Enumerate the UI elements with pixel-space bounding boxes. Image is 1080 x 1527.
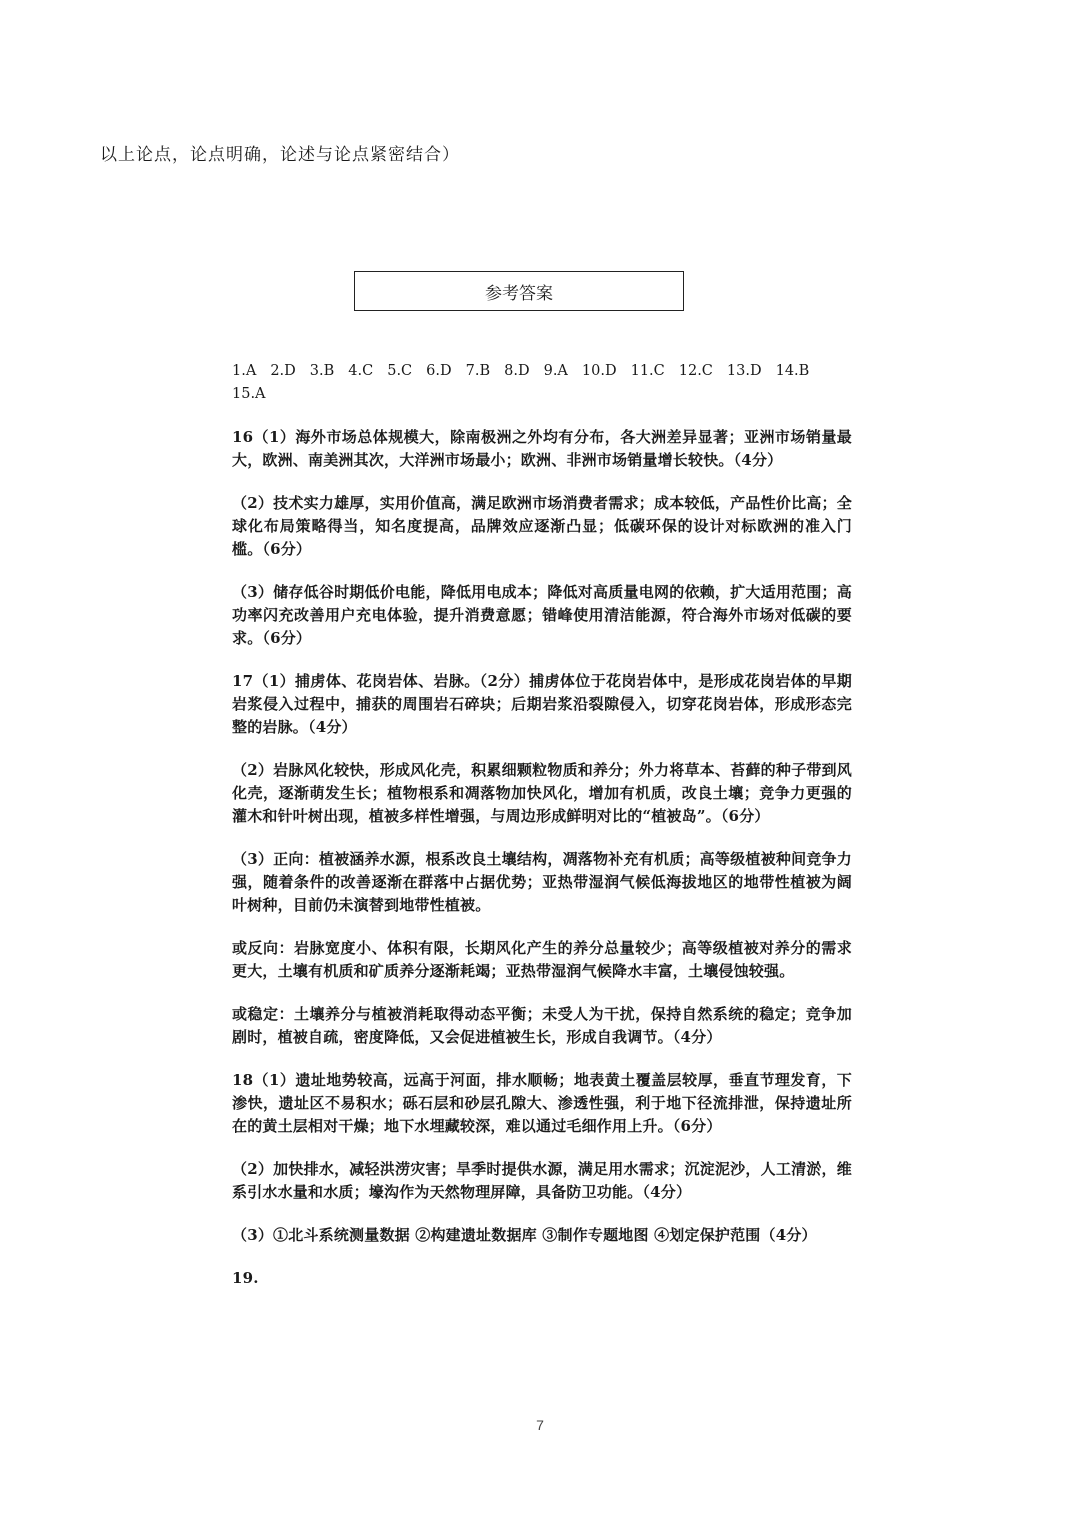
mc-answer: 2.D bbox=[270, 363, 296, 379]
answer-key-heading-label: 参考答案 bbox=[485, 283, 553, 304]
answer-paragraph-q17-1: 17（1）捕虏体、花岗岩体、岩脉。（2分）捕虏体位于花岗岩体中，是形成花岗岩体的早期岩浆侵入过程中，捕获的周围岩石碎块；后期岩浆沿裂隙侵入，切穿花岗岩体，形成形态完整的岩脉。（4分） bbox=[232, 672, 852, 736]
answer-content bbox=[232, 360, 852, 1310]
mc-answer: 7.B bbox=[465, 363, 491, 379]
answer-paragraph-q18-3: （3）①北斗系统测量数据 ②构建遗址数据库 ③制作专题地图 ④划定保护范围（4分） bbox=[232, 1226, 817, 1244]
answer-paragraph-q17-3-negative: 或反向：岩脉宽度小、体积有限，长期风化产生的养分总量较少；高等级植被对养分的需求更大，土壤有机质和矿质养分逐渐耗竭；亚热带湿润气候降水丰富，土壤侵蚀较强。 bbox=[232, 939, 852, 980]
mc-answer: 14.B bbox=[775, 363, 810, 379]
mc-answer: 1.A bbox=[232, 363, 257, 379]
mc-answer: 6.D bbox=[426, 363, 452, 379]
mc-answer: 8.D bbox=[504, 363, 530, 379]
mc-answer: 11.C bbox=[630, 363, 665, 379]
answer-paragraph-q18-2: （2）加快排水，减轻洪涝灾害；旱季时提供水源，满足用水需求；沉淀泥沙，人工清淤，维系引水水量和水质；壕沟作为天然物理屏障，具备防卫功能。（4分） bbox=[232, 1160, 852, 1201]
answer-paragraph-q17-3-stable: 或稳定：土壤养分与植被消耗取得动态平衡；未受人为干扰，保持自然系统的稳定；竞争加剧时，植被自疏，密度降低，又会促进植被生长，形成自我调节。（4分） bbox=[232, 1005, 852, 1046]
mc-answer: 13.D bbox=[726, 363, 762, 379]
answer-paragraph-q16-2: （2）技术实力雄厚，实用价值高，满足欧洲市场消费者需求；成本较低，产品性价比高；全球化布局策略得当，知名度提高，品牌效应逐渐凸显；低碳环保的设计对标欧洲的准入门槛。（6分） bbox=[232, 494, 852, 558]
multiple-choice-answers bbox=[232, 360, 852, 406]
answer-paragraph-q16-1: 16（1）海外市场总体规模大，除南极洲之外均有分布，各大洲差异显著；亚洲市场销量最大，欧洲、南美洲其次，大洋洲市场最小；欧洲、非洲市场销量增长较快。（4分） bbox=[232, 428, 852, 469]
mc-answer: 4.C bbox=[348, 363, 374, 379]
answer-paragraph-q18-1: 18（1）遗址地势较高，远高于河面，排水顺畅；地表黄土覆盖层较厚，垂直节理发育，下渗快，遗址区不易积水；砾石层和砂层孔隙大、渗透性强，利于地下径流排泄，保持遗址所在的黄土层相对干燥；地下水埋藏较深，难以通过毛细作用上升。（6分） bbox=[232, 1071, 852, 1135]
mc-answer: 9.A bbox=[543, 363, 568, 379]
answer-key-heading bbox=[354, 271, 684, 311]
answer-paragraph-q17-3-positive: （3）正向：植被涵养水源，根系改良土壤结构，凋落物补充有机质；高等级植被种间竞争力强，随着条件的改善逐渐在群落中占据优势；亚热带湿润气候低海拔地区的地带性植被为阔叶树种，目前仍未演替到地带性植被。 bbox=[232, 850, 852, 914]
page-number: 7 bbox=[536, 1417, 544, 1433]
mc-answer: 15.A bbox=[232, 386, 266, 402]
continued-text-line: 以上论点，论点明确，论述与论点紧密结合） bbox=[100, 145, 460, 165]
answer-paragraph-q19: 19. bbox=[232, 1269, 259, 1287]
answer-paragraph-q16-3: （3）储存低谷时期低价电能，降低用电成本；降低对高质量电网的依赖，扩大适用范围；高功率闪充改善用户充电体验，提升消费意愿；错峰使用清洁能源，符合海外市场对低碳的要求。（6分） bbox=[232, 583, 852, 647]
mc-answer: 10.D bbox=[581, 363, 617, 379]
mc-answer: 12.C bbox=[678, 363, 713, 379]
answer-paragraph-q17-2: （2）岩脉风化较快，形成风化壳，积累细颗粒物质和养分；外力将草本、苔藓的种子带到风化壳，逐渐萌发生长；植物根系和凋落物加快风化，增加有机质，改良土壤；竞争力更强的灌木和针叶树出现，植被多样性增强，与周边形成鲜明对比的“植被岛”。（6分） bbox=[232, 761, 852, 825]
mc-answer: 5.C bbox=[387, 363, 413, 379]
mc-answer: 3.B bbox=[309, 363, 335, 379]
